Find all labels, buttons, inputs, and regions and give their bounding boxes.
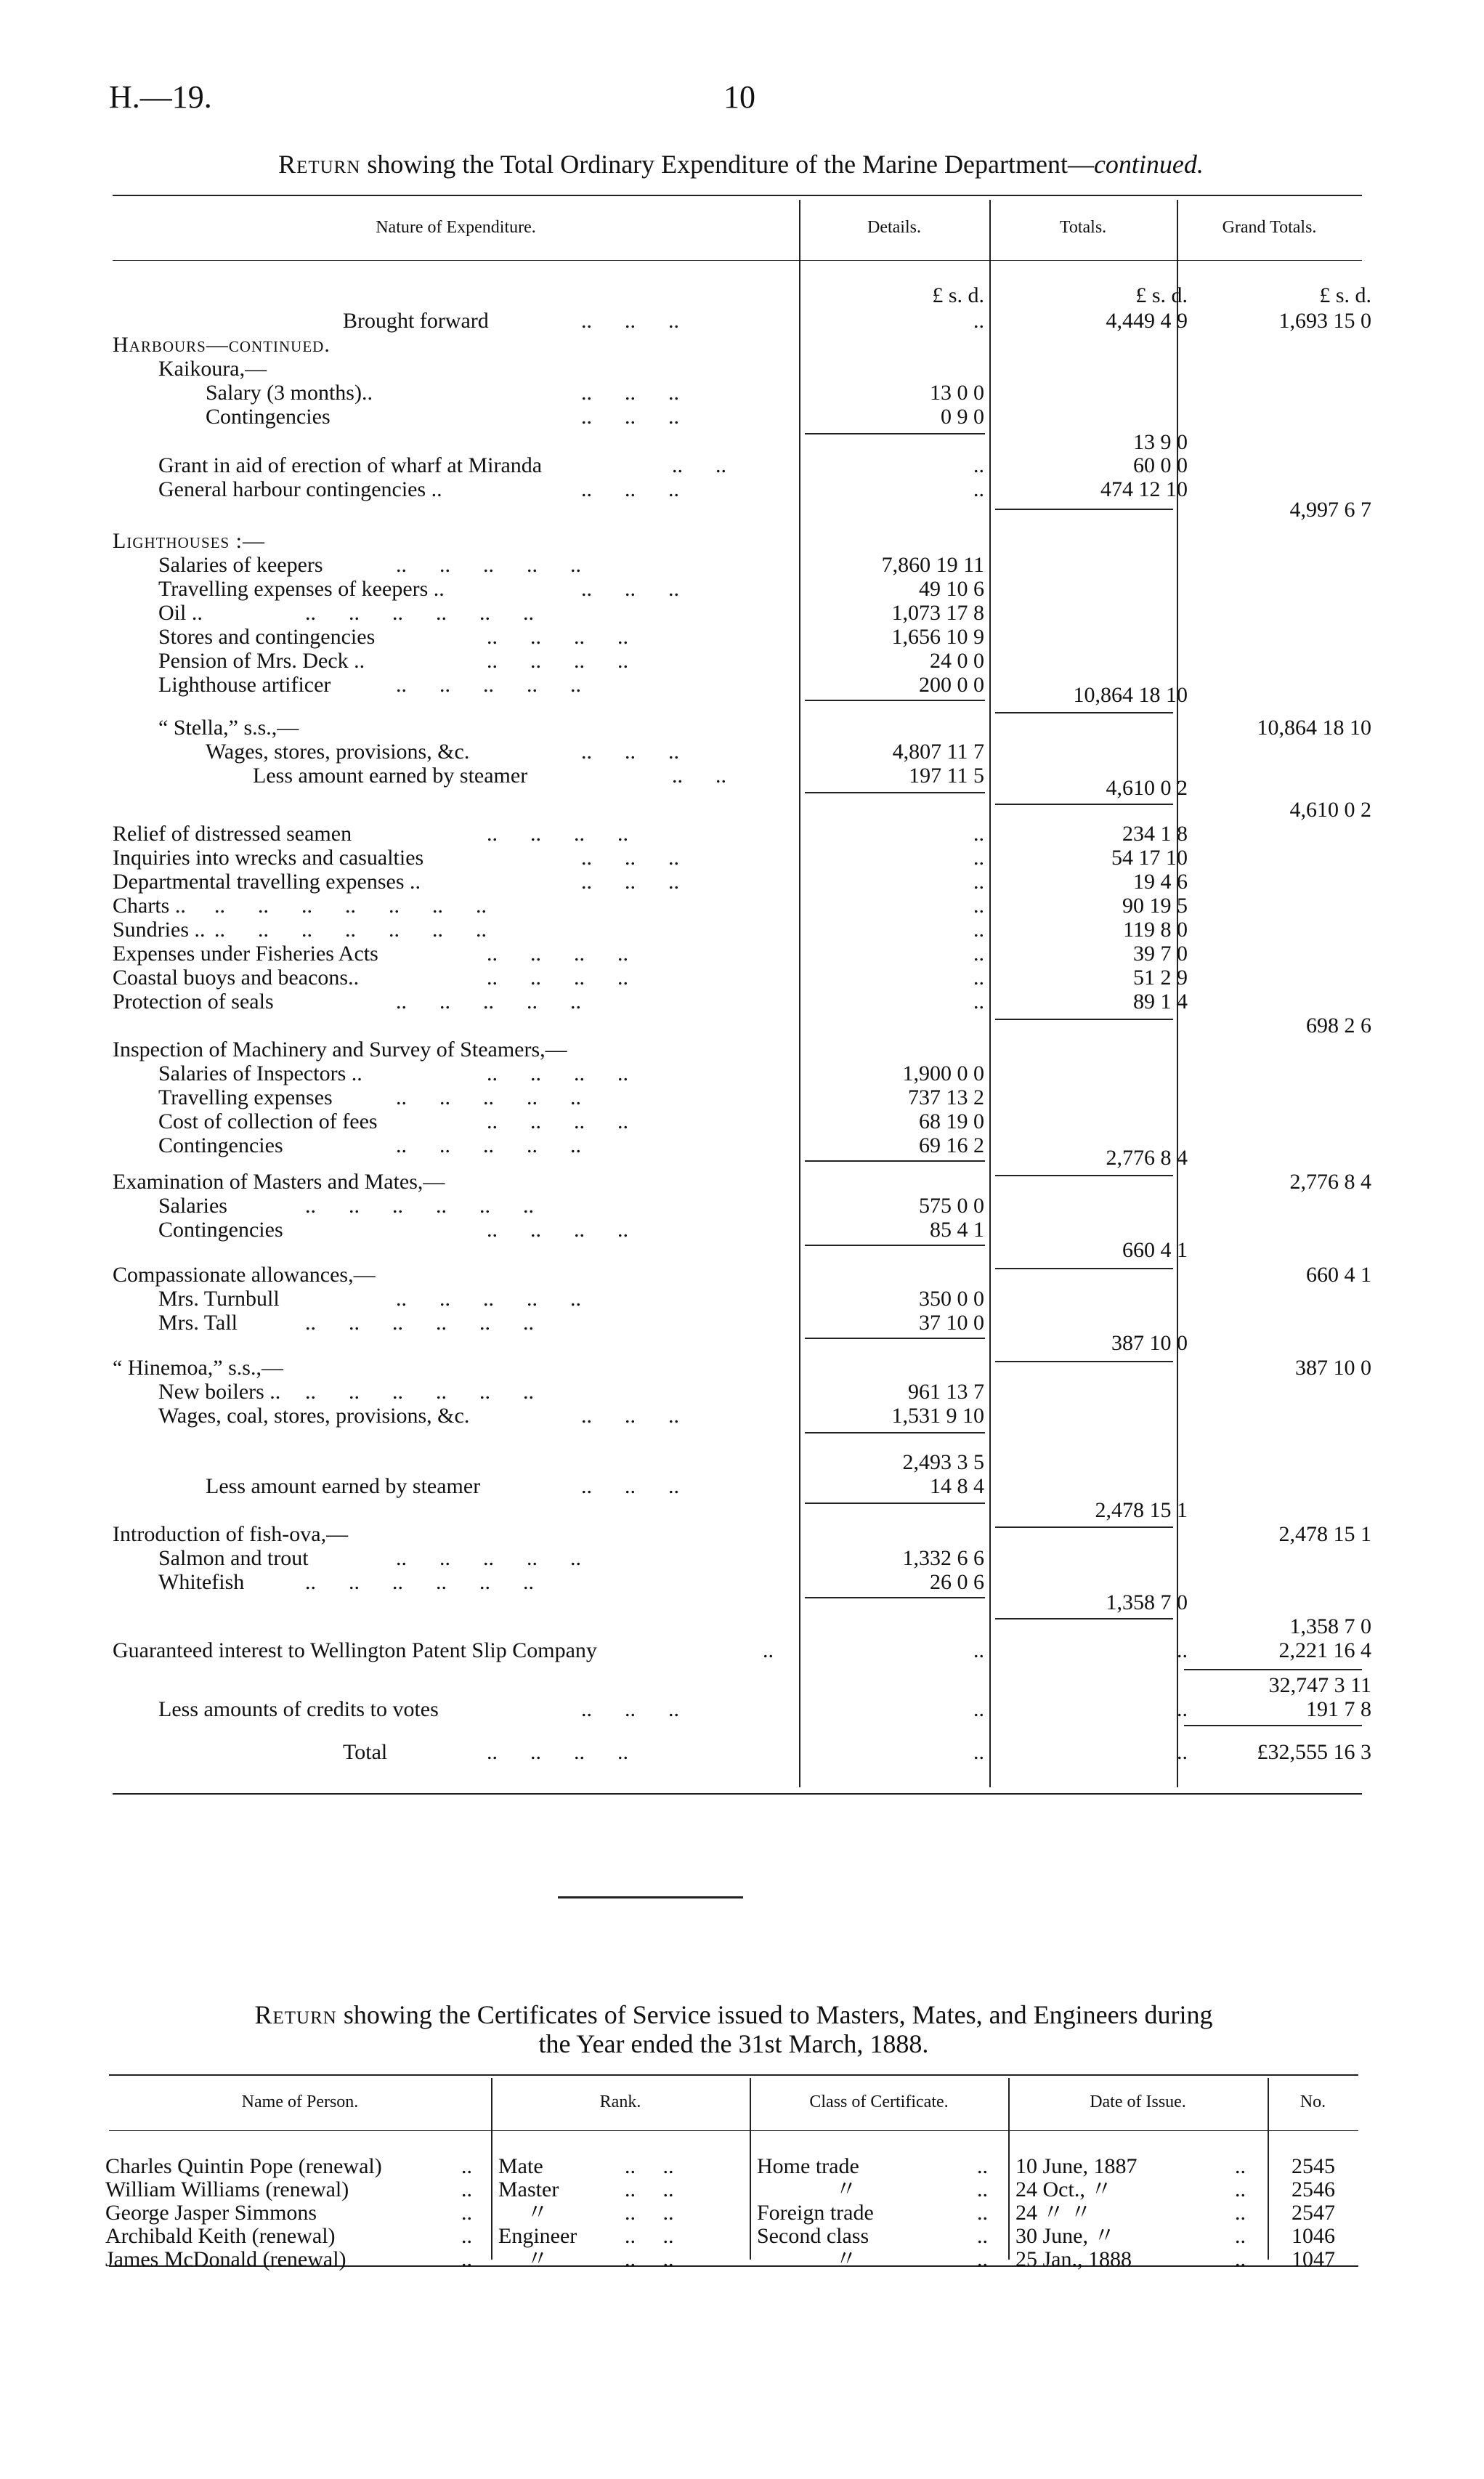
details-value: .. [973,870,984,894]
table-row [0,1238,1484,1262]
table-row [0,716,1484,740]
totals-value: 13 9 0 [1133,430,1188,454]
leader-dots: .. [1235,2224,1246,2248]
table-row [0,453,1484,477]
details-value: .. [973,477,984,501]
table-row [0,498,1484,522]
table1-title-rest: showing the Total Ordinary Expenditure of the Marine Department— [360,150,1094,179]
totals-value: 4,610 0 2 [1106,776,1188,800]
row-label: Expenses under Fisheries Acts [113,942,378,966]
details-value: .. [973,309,984,333]
table-row [0,1085,1484,1109]
leader-dots: .. [977,2154,988,2178]
details-value: 1,900 0 0 [902,1061,984,1085]
grand-value: 1,693 15 0 [1278,309,1371,333]
certificate-number: 2547 [1292,2201,1335,2225]
rank: Master [498,2177,559,2201]
row-label: Travelling expenses of keepers .. [158,577,445,601]
details-value: 350 0 0 [919,1287,984,1311]
rank: Engineer [498,2224,577,2248]
table2-header-rule [109,2130,1358,2131]
column-header-totals: Totals. [1059,218,1107,237]
table-row [0,430,1484,454]
details-value: 575 0 0 [919,1194,984,1218]
certificate-number: 2546 [1292,2177,1335,2201]
row-label: Salaries of keepers [158,553,323,577]
grand-value: 10,864 18 10 [1257,716,1371,740]
table-row [0,990,1484,1014]
table-row [0,1061,1484,1085]
totals-value: 660 4 1 [1122,1238,1188,1262]
totals-value: 60 0 0 [1133,453,1188,477]
leader-dots: .. .. .. .. .. [396,553,581,577]
table-row [0,2155,1484,2178]
grand-value: 1,358 7 0 [1289,1614,1371,1638]
table1-title [102,149,1380,179]
certificate-number: 1047 [1292,2247,1335,2271]
details-value: .. [973,1697,984,1721]
details-value: 37 10 0 [919,1311,984,1335]
leader-dots: .. .. .. .. [487,966,628,990]
table-row [0,309,1484,333]
totals-value: 1,358 7 0 [1106,1590,1188,1614]
row-label: Stores and contingencies [158,625,376,649]
details-value: 1,332 6 6 [902,1546,984,1570]
totals-value: 474 12 10 [1100,477,1188,501]
rank: 〃 [527,2201,548,2225]
leader-dots: .. [977,2247,988,2271]
details-value: 49 10 6 [919,577,984,601]
table1-top-rule [113,195,1362,196]
leader-dots: .. [1235,2177,1246,2201]
leader-dots: .. .. .. [581,1404,679,1428]
certificate-class: Second class [757,2224,869,2248]
certificate-number: 2545 [1292,2154,1335,2178]
row-label: Guaranteed interest to Wellington Patent Slip Company [113,1638,597,1662]
row-label: Salary (3 months).. [206,381,373,405]
table-row [0,1356,1484,1380]
leader-dots: .. [1235,2201,1246,2225]
grand-value: 2,221 16 4 [1278,1638,1371,1662]
leader-dots: .. .. .. .. [487,822,628,846]
leader-dots: .. .. .. .. [487,1061,628,1085]
details-value: 1,656 10 9 [891,625,984,649]
date-of-issue: 24 〃 〃 [1015,2201,1092,2225]
table1-title-continued: continued. [1093,150,1204,179]
table-row [0,1450,1484,1474]
section-heading-lighthouses [0,529,1484,553]
details-value: 961 13 7 [908,1380,984,1404]
column-header-no: No. [1299,2092,1326,2111]
details-value: 0 9 0 [941,405,984,429]
subtotal-rule [1184,1669,1362,1670]
grand-value: 698 2 6 [1306,1014,1371,1038]
table-row [0,918,1484,942]
table-row [0,1404,1484,1428]
details-value: .. [973,1740,984,1764]
leader-dots: .. .. [625,2177,674,2201]
row-label: Contingencies [158,1133,283,1157]
grand-value: 32,747 3 11 [1268,1673,1371,1697]
leader-dots: .. [977,2224,988,2248]
row-label: Brought forward [343,309,489,333]
details-value: 1,073 17 8 [891,601,984,625]
table-row [0,1038,1484,1061]
details-value: 14 8 4 [930,1474,984,1498]
row-label: Contingencies [158,1218,283,1242]
leader-dots: .. .. .. .. .. [396,1085,581,1109]
certificate-class: Foreign trade [757,2201,874,2225]
details-value: 4,807 11 7 [892,740,984,764]
row-label: Salaries [158,1194,227,1218]
row-label: Less amounts of credits to votes [158,1697,439,1721]
table-row [0,822,1484,846]
details-value: .. [973,822,984,846]
row-label: Wages, stores, provisions, &c. [206,740,470,764]
details-value: 1,531 9 10 [891,1404,984,1428]
details-value: .. [973,966,984,990]
table-row [0,2201,1484,2225]
grand-value: 191 7 8 [1306,1697,1371,1721]
leader-dots: .. .. .. .. [487,1109,628,1133]
row-label: Mrs. Tall [158,1311,238,1335]
leader-dots: .. .. .. .. .. .. .. [214,918,487,942]
details-value: 197 11 5 [909,764,984,788]
totals-value: 10,864 18 10 [1073,683,1188,707]
table-row [0,846,1484,870]
table-row [0,1697,1484,1721]
page-series-number: H.—19. [109,79,212,115]
leader-dots: .. .. .. .. .. .. [305,1311,534,1335]
row-label: Departmental travelling expenses .. [113,870,421,894]
date-of-issue: 25 Jan., 1888 [1015,2247,1132,2271]
details-value: .. [973,990,984,1014]
details-value: 7,860 19 11 [881,553,984,577]
table-row [0,1109,1484,1133]
row-label: Less amount earned by steamer [253,764,528,788]
details-value: 85 4 1 [930,1218,984,1242]
section-heading-harbours [0,333,1484,357]
totals-value: 2,478 15 1 [1095,1498,1188,1522]
column-header-name: Name of Person. [241,2092,359,2111]
column-header-date: Date of Issue. [1090,2092,1186,2111]
details-value: 24 0 0 [930,649,984,673]
details-value: 737 13 2 [908,1085,984,1109]
row-label: Travelling expenses [158,1085,333,1109]
row-label: Inspection of Machinery and Survey of Steamers,— [113,1038,567,1061]
totals-value: 89 1 4 [1133,990,1188,1014]
table-row [0,601,1484,625]
subtotal-rule [1184,1725,1362,1726]
table-row [0,2248,1484,2271]
leader-dots: .. .. .. [581,405,679,429]
section-separator [558,1896,743,1898]
table-row [0,683,1484,707]
row-label: Lighthouse artificer [158,673,331,697]
table-row [0,649,1484,673]
column-header-rank: Rank. [599,2092,641,2111]
grand-value: 660 4 1 [1306,1263,1371,1287]
row-label: Examination of Masters and Mates,— [113,1170,445,1194]
table-row [0,1590,1484,1614]
table-row [0,1194,1484,1218]
date-of-issue: 10 June, 1887 [1015,2154,1138,2178]
currency-heading-grand: £ s. d. [1319,283,1371,307]
table-row [0,966,1484,990]
leader-dots: .. .. .. [581,477,679,501]
leader-dots: .. .. .. .. .. [396,673,581,697]
leader-dots: .. .. .. .. [487,1218,628,1242]
leader-dots: .. [1235,2154,1246,2178]
person-name: George Jasper Simmons [105,2201,317,2225]
totals-value: 19 4 6 [1133,870,1188,894]
leader-dots: .. .. .. .. .. [396,1546,581,1570]
leader-dots: .. [461,2201,472,2225]
row-label: Inquiries into wrecks and casualties [113,846,424,870]
leader-dots: .. .. .. .. [487,625,628,649]
row-label: Contingencies [206,405,331,429]
table-row [0,625,1484,649]
leader-dots: .. [977,2177,988,2201]
table-row [0,870,1484,894]
table-row [0,1287,1484,1311]
leader-dots: .. .. .. [581,309,679,333]
leader-dots: .. .. .. .. [487,942,628,966]
page-number: 10 [723,79,755,115]
leader-dots: .. .. .. [581,870,679,894]
leader-dots: .. .. .. .. .. .. [305,1570,534,1594]
row-label: Cost of collection of fees [158,1109,378,1133]
details-value: 2,493 3 5 [902,1450,984,1474]
row-label: Sundries .. [113,918,206,942]
totals-value: 2,776 8 4 [1106,1146,1188,1170]
table1-bottom-rule [113,1793,1362,1795]
certificate-number: 1046 [1292,2224,1335,2248]
subtotal-rule [995,712,1173,713]
row-label: Wages, coal, stores, provisions, &c. [158,1404,470,1428]
column-header-class: Class of Certificate. [809,2092,949,2111]
table-row [0,405,1484,429]
leader-dots: .. [461,2177,472,2201]
leader-dots: .. .. .. [581,1697,679,1721]
column-header-nature: Nature of Expenditure. [376,218,536,237]
table2-title-line2: the Year ended the 31st March, 1888. [538,2029,929,2058]
table-row [0,1614,1484,1638]
leader-dots: .. .. .. [581,577,679,601]
table-row [0,577,1484,601]
details-value: 68 19 0 [919,1109,984,1133]
leader-dots: .. [461,2154,472,2178]
person-name: William Williams (renewal) [105,2177,349,2201]
leader-dots: .. [461,2224,472,2248]
leader-dots: .. .. .. .. [487,649,628,673]
leader-dots: .. .. .. [581,381,679,405]
details-value: 200 0 0 [919,673,984,697]
leader-dots: .. [763,1638,774,1662]
table-row [0,1331,1484,1355]
table-row [0,798,1484,822]
leader-dots: .. .. .. .. .. [396,1287,581,1311]
row-label: Salmon and trout [158,1546,309,1570]
totals-value: .. [1177,1697,1188,1721]
subtotal-rule [805,1432,985,1433]
leader-dots: .. .. [625,2247,674,2271]
row-label: Grant in aid of erection of wharf at Miranda [158,453,543,477]
table-row [0,1546,1484,1570]
row-label: Total [343,1740,388,1764]
person-name: James McDonald (renewal) [105,2247,346,2271]
leader-dots: .. .. .. .. .. [396,990,581,1014]
grand-value: 2,776 8 4 [1289,1170,1371,1194]
table-row [0,942,1484,966]
row-label: Pension of Mrs. Deck .. [158,649,365,673]
certificate-class: Home trade [757,2154,859,2178]
row-label: Coastal buoys and beacons.. [113,966,360,990]
totals-value: 90 19 5 [1122,894,1188,918]
table2-top-rule [109,2074,1358,2076]
details-value: 26 0 6 [930,1570,984,1594]
certificate-class: 〃 [835,2247,857,2271]
table-row [0,553,1484,577]
details-value: .. [973,918,984,942]
table-row [0,776,1484,800]
row-label: Salaries of Inspectors .. [158,1061,362,1085]
currency-heading-totals: £ s. d. [1135,283,1188,307]
totals-value: 119 8 0 [1123,918,1188,942]
grand-value: 4,997 6 7 [1289,498,1371,522]
row-label: Kaikoura,— [158,357,267,381]
table1-title-return: Return [278,150,361,179]
leader-dots: .. .. [672,764,726,788]
table1-header-rule [113,260,1362,261]
table-row [0,1380,1484,1404]
leader-dots: .. .. .. .. .. [396,1133,581,1157]
person-name: Charles Quintin Pope (renewal) [105,2154,382,2178]
leader-dots: .. .. [625,2201,674,2225]
grand-value: 387 10 0 [1295,1356,1371,1380]
table-row [0,1263,1484,1287]
totals-value: 387 10 0 [1111,1331,1188,1355]
leader-dots: .. .. .. .. [487,1740,628,1764]
table2-title-rest: showing the Certificates of Service issued to Masters, Mates, and Engineers during [336,2000,1213,2029]
row-label: Lighthouses :— [113,529,265,553]
row-label: “ Hinemoa,” s.s.,— [113,1356,283,1380]
totals-value: .. [1177,1740,1188,1764]
table-row [0,894,1484,918]
row-label: General harbour contingencies .. [158,477,442,501]
leader-dots: .. [1235,2247,1246,2271]
table-row [0,1146,1484,1170]
table-row [0,1638,1484,1662]
person-name: Archibald Keith (renewal) [105,2224,336,2248]
row-label: Harbours—continued. [113,333,331,357]
table-row [0,357,1484,381]
table-row [0,1474,1484,1498]
rank: 〃 [527,2247,548,2271]
row-label: Oil .. [158,601,203,625]
rank: Mate [498,2154,543,2178]
details-value: .. [973,1638,984,1662]
details-value: 13 0 0 [930,381,984,405]
totals-value: 4,449 4 9 [1106,309,1188,333]
leader-dots: .. .. .. [581,1474,679,1498]
row-label: “ Stella,” s.s.,— [158,716,299,740]
table-row-total [0,1740,1484,1764]
row-label: Compassionate allowances,— [113,1263,376,1287]
table-row [0,2178,1484,2201]
leader-dots: .. .. .. .. .. .. .. [214,894,487,918]
leader-dots: .. .. [625,2224,674,2248]
row-label: Whitefish [158,1570,245,1594]
details-value: .. [973,942,984,966]
leader-dots: .. .. .. .. .. .. [305,1194,534,1218]
leader-dots: .. .. .. .. .. .. [305,1380,534,1404]
leader-dots: .. .. .. [581,846,679,870]
table-row [0,381,1484,405]
leader-dots: .. .. .. .. .. .. [305,601,534,625]
table2-title-return: Return [254,2000,337,2029]
row-label: Charts .. [113,894,186,918]
details-value: .. [973,846,984,870]
table-row [0,1522,1484,1546]
table-row [0,1673,1484,1697]
date-of-issue: 30 June, 〃 [1015,2224,1116,2248]
date-of-issue: 24 Oct., 〃 [1015,2177,1113,2201]
row-label: Protection of seals [113,990,274,1014]
leader-dots: .. .. [625,2154,674,2178]
totals-value: .. [1177,1638,1188,1662]
currency-heading-details: £ s. d. [932,283,984,307]
table-row [0,1170,1484,1194]
leader-dots: .. [977,2201,988,2225]
row-label: New boilers .. [158,1380,281,1404]
totals-value: 234 1 8 [1122,822,1188,846]
table-row [0,740,1484,764]
details-value: 69 16 2 [919,1133,984,1157]
details-value: .. [973,453,984,477]
table-row [0,1014,1484,1038]
table-row [0,2225,1484,2248]
leader-dots: .. .. [672,453,726,477]
totals-value: 39 7 0 [1133,942,1188,966]
table2-title-line1 [109,1999,1358,2030]
row-label: Introduction of fish-ova,— [113,1522,349,1546]
column-header-details: Details. [867,218,921,237]
row-label: Mrs. Turnbull [158,1287,280,1311]
grand-value: 2,478 15 1 [1278,1522,1371,1546]
totals-value: 51 2 9 [1133,966,1188,990]
leader-dots: .. .. .. [581,740,679,764]
details-value: .. [973,894,984,918]
totals-value: 54 17 10 [1111,846,1188,870]
leader-dots: .. [461,2247,472,2271]
grand-value: £32,555 16 3 [1257,1740,1371,1764]
certificate-class: 〃 [835,2177,857,2201]
column-header-grand-totals: Grand Totals. [1222,218,1317,237]
row-label: Less amount earned by steamer [206,1474,481,1498]
table-row [0,1498,1484,1522]
grand-value: 4,610 0 2 [1289,798,1371,822]
row-label: Relief of distressed seamen [113,822,352,846]
